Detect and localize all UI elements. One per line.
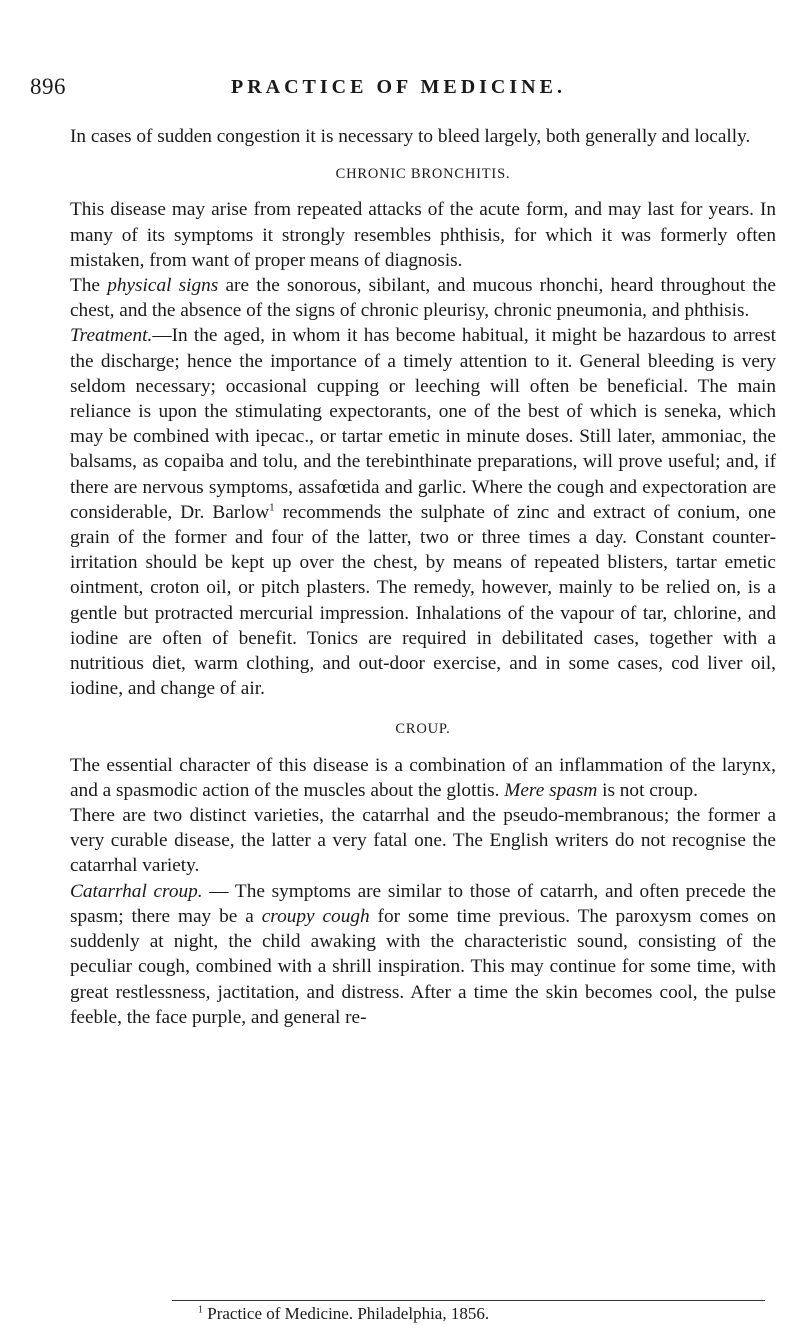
croup-p2-text: There are two distinct varieties, the catarrhal and the pseudo-membranous; the former a very curable disease, the latter a very fatal one. The English writers do not recognise the catarrhal variety. (70, 805, 776, 877)
footnote-marker: 1 (198, 1304, 203, 1316)
croup-p1-text: The essential character of this disease is a combination of an inflammation of the larynx, and a spasmodic action of the muscles about the glottis. (70, 754, 776, 801)
bronchitis-paragraph-1 (70, 197, 776, 273)
intro-paragraph (70, 124, 776, 149)
catarrhal-croup-label: Catarrhal croup. (70, 880, 203, 902)
bronchitis-p3-part-b: recommends the sulphate of zinc and extract of conium, one grain of the former and four of the latter, two or three times a day. Constant counter-irritation should be kept up over the chest, by means of repeated blisters, tartar emetic ointment, croton oil, or pitch plasters. The remedy, however, mainly to be relied on, is a gentle but protracted mercurial impression. Inhalations of the vapour of tar, chlorine, and iodine are often of benefit. Tonics are required in debilitated cases, together with a nutritious diet, warm clothing, and out-door exercise, and in some cases, cod liver oil, iodine, and change of air. (70, 501, 776, 700)
section-heading-croup: CROUP. (395, 721, 451, 738)
croupy-cough-emphasis: croupy cough (261, 905, 370, 927)
page-header (30, 74, 770, 108)
bronchitis-p3-part-a: —In the aged, in whom it has become habitual, it might be hazardous to arrest the discharge; hence the importance of a timely attention to it. General bleeding is very seldom necessary; occasional cupping or leeching will often be beneficial. The main reliance is upon the stimulating expectorants, one of the best of which is seneka, which may be combined with ipecac., or tartar emetic in minute doses. Still later, ammoniac, the balsams, as copaiba and tolu, and the terebinthinate preparations, will prove useful; and, if there are nervous symptoms, assafœtida and garlic. Where the cough and expectoration are considerable, Dr. Barlow (70, 325, 776, 523)
bronchitis-p2-start: The (70, 275, 100, 297)
treatment-label: Treatment. (70, 325, 153, 347)
croup-p1-rest: is not croup. (597, 779, 698, 801)
footnote (198, 1304, 489, 1324)
croup-paragraph-2 (70, 803, 776, 879)
page-body (70, 124, 776, 1030)
running-head: PRACTICE OF MEDICINE. (231, 76, 566, 98)
bronchitis-p2-emphasis: physical signs (107, 275, 219, 297)
croup-p1-emphasis: Mere spasm (504, 779, 598, 801)
bronchitis-paragraph-2 (70, 273, 776, 323)
page-number: 896 (30, 74, 66, 99)
intro-text: In cases of sudden congestion it is necessary to bleed largely, both generally and locally. (70, 126, 751, 147)
footnote-ref-marker: 1 (269, 501, 275, 514)
bronchitis-p2-rest: are the sonorous, sibilant, and mucous rhonchi, heard throughout the chest, and the absence of the signs of chronic pleurisy, chronic pneumonia, and phthisis. (70, 275, 776, 322)
croup-paragraph-1 (70, 753, 776, 803)
croup-paragraph-3 (70, 879, 776, 1030)
croup-p3-part-a: — The symptoms are similar to those of catarrh, and often precede the spasm; there may be a (70, 880, 776, 927)
footnote-divider (172, 1300, 765, 1301)
croup-p3-part-b: for some time previous. The paroxysm comes on suddenly at night, the child awaking with the characteristic sound, consisting of the peculiar cough, combined with a shrill inspiration. This may continue for some time, with great restlessness, jactitation, and distress. After a time the skin becomes cool, the pulse feeble, the face purple, and general re- (70, 905, 776, 1028)
bronchitis-p1-text: This disease may arise from repeated attacks of the acute form, and may last for years. In many of its symptoms it strongly resembles phthisis, for which it was formerly often mistaken, from want of proper means of diagnosis. (70, 199, 776, 271)
bronchitis-paragraph-3 (70, 323, 776, 701)
footnote-text: Practice of Medicine. Philadelphia, 1856. (203, 1304, 490, 1323)
section-heading-chronic-bronchitis: CHRONIC BRONCHITIS. (335, 166, 511, 183)
